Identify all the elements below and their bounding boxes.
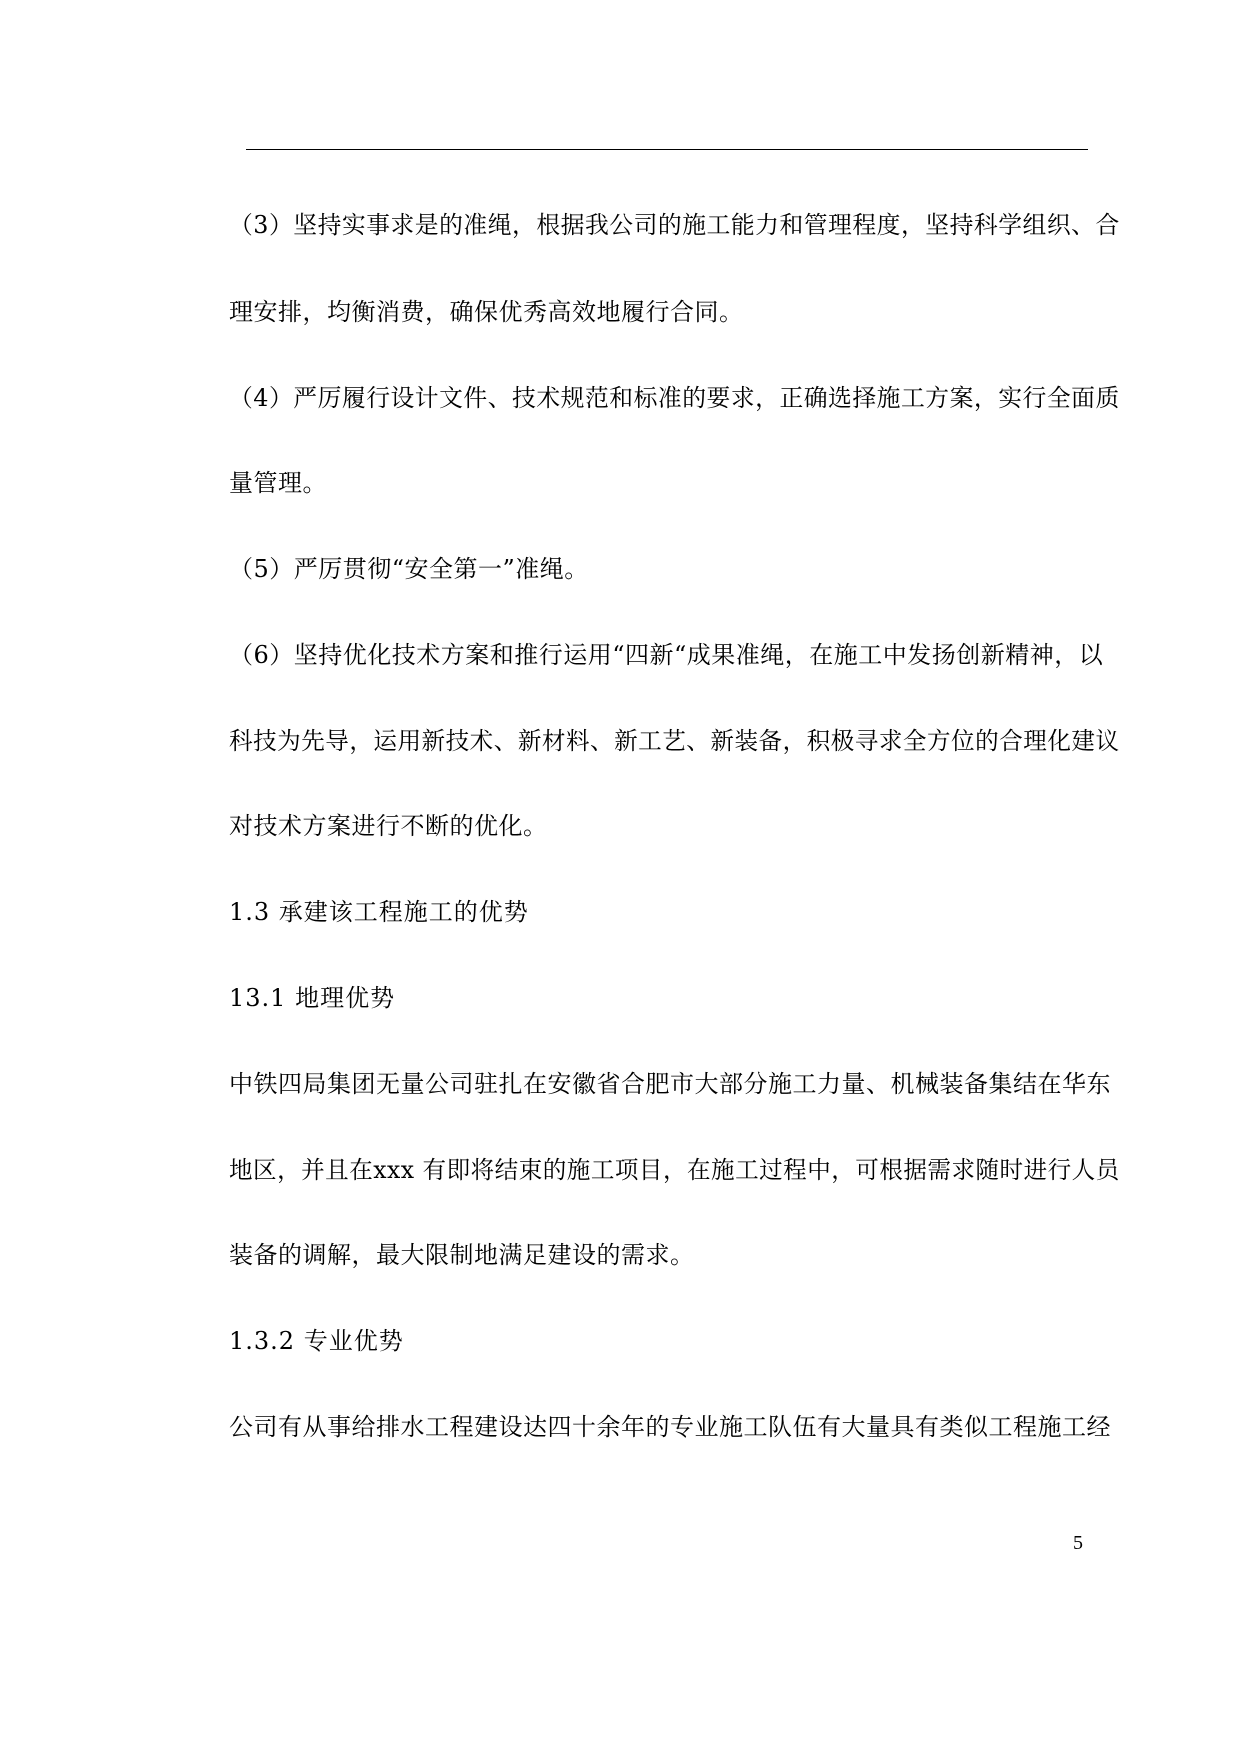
- paragraph-line: （6）坚持优化技术方案和推行运用“四新“成果准绳，在施工中发扬创新精神，以: [229, 641, 1104, 669]
- paragraph-line: 装备的调解，最大限制地满足建设的需求。: [229, 1241, 695, 1269]
- paragraph-line: 对技术方案进行不断的优化。: [229, 812, 548, 840]
- subsection-heading: 1.3.2 专业优势: [229, 1327, 404, 1355]
- header-rule: [246, 149, 1088, 150]
- paragraph-line: 科技为先导，运用新技术、新材料、新工艺、新装备，积极寻求全方位的合理化建议: [229, 727, 1120, 755]
- section-heading: 1.3 承建该工程施工的优势: [229, 898, 529, 926]
- paragraph-line: 地区，并且在xxx 有即将结束的施工项目，在施工过程中，可根据需求随时进行人员: [229, 1156, 1120, 1184]
- paragraph-line: 理安排，均衡消费，确保优秀高效地履行合同。: [229, 298, 744, 326]
- paragraph-line: （5）严厉贯彻“安全第一”准绳。: [229, 555, 589, 583]
- paragraph-line: （4）严厉履行设计文件、技术规范和标准的要求，正确选择施工方案，实行全面质: [229, 384, 1120, 412]
- paragraph-line: （3）坚持实事求是的准绳，根据我公司的施工能力和管理程度，坚持科学组织、合: [229, 211, 1120, 239]
- paragraph-line: 公司有从事给排水工程建设达四十余年的专业施工队伍有大量具有类似工程施工经: [229, 1413, 1111, 1441]
- paragraph-line: 中铁四局集团无量公司驻扎在安徽省合肥市大部分施工力量、机械装备集结在华东: [229, 1070, 1111, 1098]
- subsection-heading: 13.1 地理优势: [229, 984, 396, 1012]
- paragraph-line: 量管理。: [229, 469, 327, 497]
- page-number: 5: [1073, 1532, 1083, 1554]
